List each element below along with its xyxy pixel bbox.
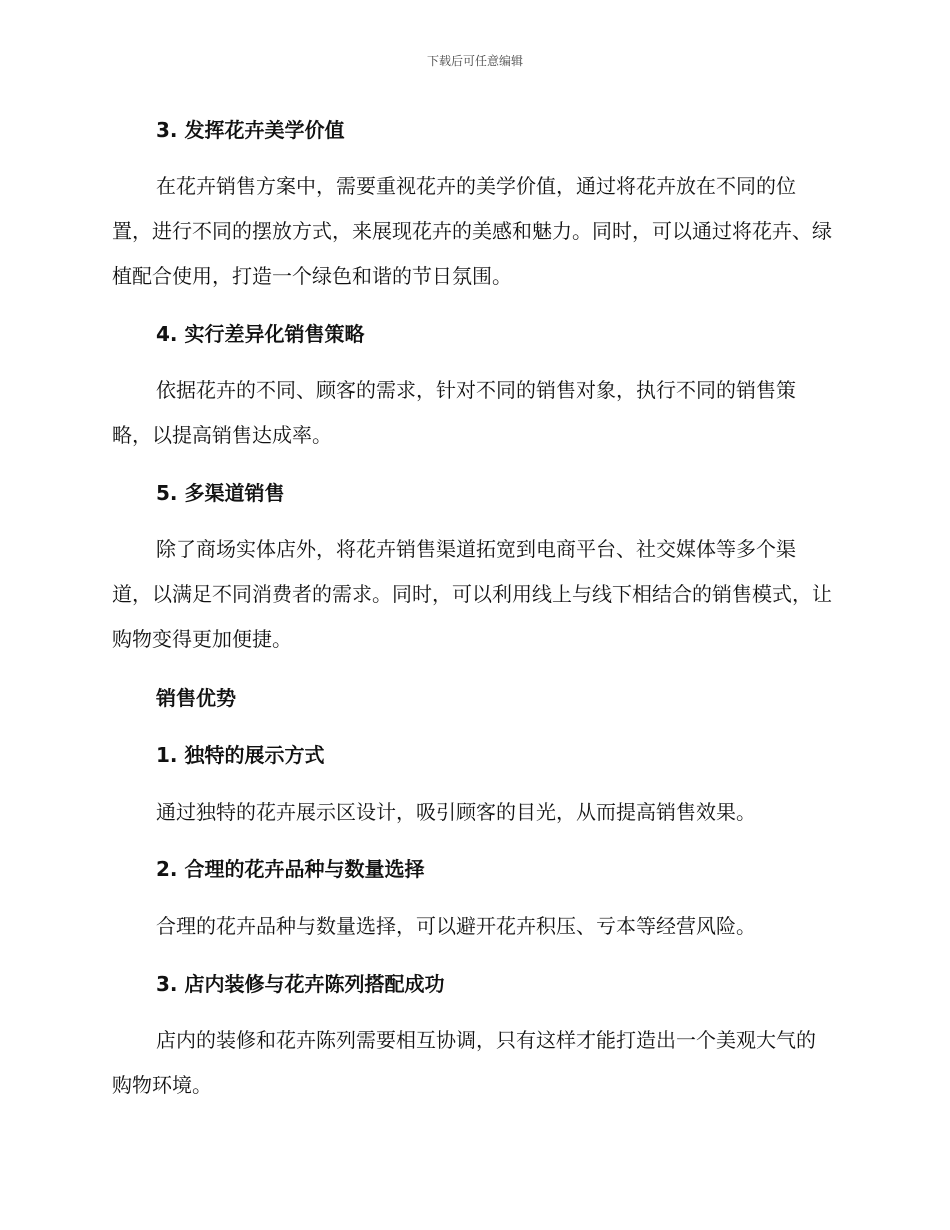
advantages-title: 销售优势 xyxy=(156,686,236,710)
advantage-body-variety: 合理的花卉品种与数量选择，可以避开花卉积压、亏本等经营风险。 xyxy=(156,914,756,938)
section-heading-multichannel: 5. 多渠道销售 xyxy=(156,481,285,505)
advantage-heading-decoration: 3. 店内装修与花卉陈列搭配成功 xyxy=(156,972,445,996)
section-body-aesthetic-value: 在花卉销售方案中，需要重视花卉的美学价值，通过将花卉放在不同的位置，进行不同的摆放方式，来展现花卉的美感和魅力。同时，可以通过将花卉、绿植配合使用，打造一个绿色和谐的节日氛围。 xyxy=(112,174,832,288)
advantage-heading-variety: 2. 合理的花卉品种与数量选择 xyxy=(156,857,425,881)
advantage-body-decoration: 店内的装修和花卉陈列需要相互协调，只有这样才能打造出一个美观大气的购物环境。 xyxy=(112,1028,816,1097)
section-heading-aesthetic-value: 3. 发挥花卉美学价值 xyxy=(156,118,345,142)
section-heading-differentiated-strategy: 4. 实行差异化销售策略 xyxy=(156,322,365,346)
advantage-body-display: 通过独特的花卉展示区设计，吸引顾客的目光，从而提高销售效果。 xyxy=(156,800,756,824)
advantage-heading-display: 1. 独特的展示方式 xyxy=(156,743,325,767)
section-body-differentiated-strategy: 依据花卉的不同、顾客的需求，针对不同的销售对象，执行不同的销售策略，以提高销售达成率。 xyxy=(112,378,796,447)
page-header: 下载后可任意编辑 xyxy=(426,54,523,68)
section-body-multichannel: 除了商场实体店外，将花卉销售渠道拓宽到电商平台、社交媒体等多个渠道，以满足不同消费者的需求。同时，可以利用线上与线下相结合的销售模式，让购物变得更加便捷。 xyxy=(112,537,832,651)
